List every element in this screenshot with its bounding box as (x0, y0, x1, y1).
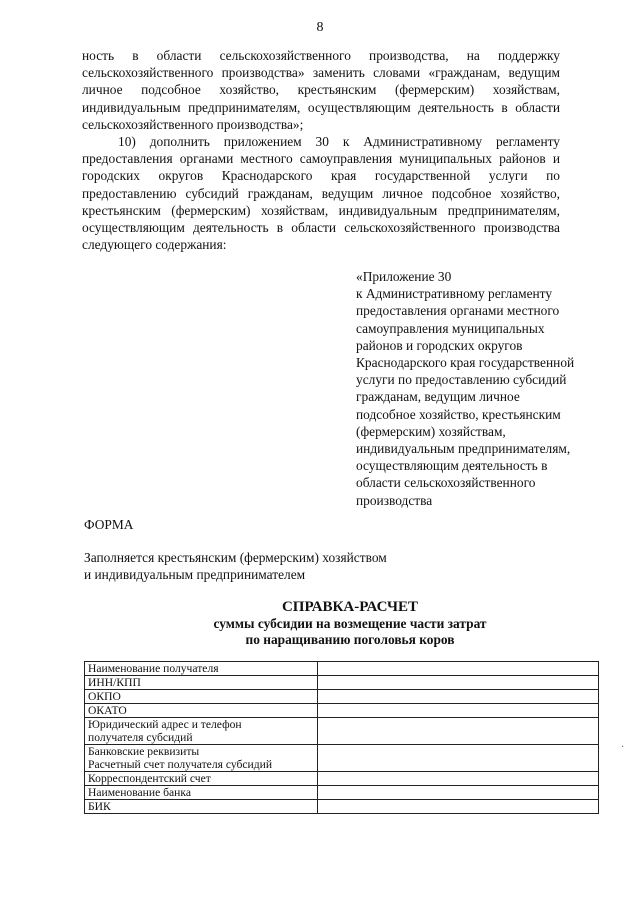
table-row (85, 704, 599, 718)
appendix-line: (фермерским) хозяйствам, (356, 423, 506, 439)
appendix-line: гражданам, ведущим личное (356, 389, 520, 405)
table-row (85, 662, 599, 676)
appendix-line: районов и городских округов (356, 337, 523, 353)
appendix-line: подсобное хозяйство, крестьянским (356, 406, 561, 422)
scan-mark: · (621, 742, 625, 753)
appendix-line: области сельскохозяйственного (356, 475, 536, 491)
appendix-line: осуществляющим деятельность в (356, 458, 548, 474)
table-row (85, 786, 599, 800)
table-cell-value (318, 704, 599, 718)
table-cell-value (318, 745, 599, 772)
table-cell-value (318, 662, 599, 676)
page-number: 8 (316, 20, 324, 35)
table-cell-value (318, 690, 599, 704)
table-row (85, 745, 599, 772)
form-title-subtitle: по наращиванию поголовья коров (245, 632, 455, 647)
form-title-main: СПРАВКА-РАСЧЕТ (281, 599, 419, 615)
table-cell-label (85, 745, 318, 772)
table-row (85, 676, 599, 690)
table-cell-label-line: получателя субсидий (88, 731, 193, 744)
table-cell-label: ИНН/КПП (85, 676, 318, 690)
appendix-line: «Приложение 30 (356, 269, 452, 284)
fill-note (84, 550, 387, 583)
appendix-line: самоуправления муниципальных (356, 320, 545, 336)
table-cell-label: Наименование банка (85, 786, 318, 800)
table-row (85, 800, 599, 814)
body-text (82, 47, 560, 253)
table-cell-label: Корреспондентский счет (85, 772, 318, 786)
form-label: ФОРМА (84, 517, 134, 532)
appendix-line: предоставления органами местного (356, 303, 560, 319)
table-cell-value (318, 800, 599, 814)
table-cell-value (318, 786, 599, 800)
table-cell-label: БИК (85, 800, 318, 814)
table-row (85, 690, 599, 704)
paragraph-item-10: 10) дополнить приложением 30 к Административному регламенту предоставления органами местного самоуправления муниципальных районов и городских округов Краснодарского края государственной услуги по предоставлению субсидий гражданам, ведущим личное подсобное хозяйство, крестьянским (фермерским) хозяйствам, индивидуальным предпринимателям, осуществляющим деятельность в области сельскохозяйственного производства следующего содержания: (82, 134, 560, 253)
table-cell-label-line: Расчетный счет получателя субсидий (88, 758, 273, 771)
appendix-line: индивидуальным предпринимателям, (356, 441, 571, 457)
requisites-table (84, 661, 599, 814)
form-title (0, 598, 640, 648)
table-cell-label (85, 718, 318, 745)
paragraph-continuation: ность в области сельскохозяйственного производства, на поддержку сельскохозяйственного производства» заменить словами «гражданам, ведущим личное подсобное хозяйство, крестьянским (фермерским) хозяйствам, индивидуальным предпринимателям, осуществляющим деятельность в области сельскохозяйственного производства»; (82, 48, 560, 132)
table-cell-label: Наименование получателя (85, 662, 318, 676)
table-cell-label-line: Юридический адрес и телефон (88, 718, 242, 731)
table-cell-label: ОКПО (85, 690, 318, 704)
table-cell-value (318, 676, 599, 690)
table-cell-value (318, 772, 599, 786)
appendix-line: производства (356, 492, 433, 508)
table-cell-label: ОКАТО (85, 704, 318, 718)
table-row (85, 718, 599, 745)
appendix-line: к Административному регламенту (356, 286, 553, 302)
form-title-subtitle: суммы субсидии на возмещение части затрат (213, 616, 487, 631)
table-cell-label-line: Банковские реквизиты (88, 745, 200, 758)
fill-note-line: Заполняется крестьянским (фермерским) хозяйством (84, 550, 387, 565)
appendix-header (356, 268, 616, 509)
table-cell-value (318, 718, 599, 745)
table-row (85, 772, 599, 786)
appendix-line: услуги по предоставлению субсидий (356, 372, 567, 388)
appendix-line: Краснодарского края государственной (356, 355, 575, 371)
fill-note-line: и индивидуальным предпринимателем (84, 566, 306, 582)
